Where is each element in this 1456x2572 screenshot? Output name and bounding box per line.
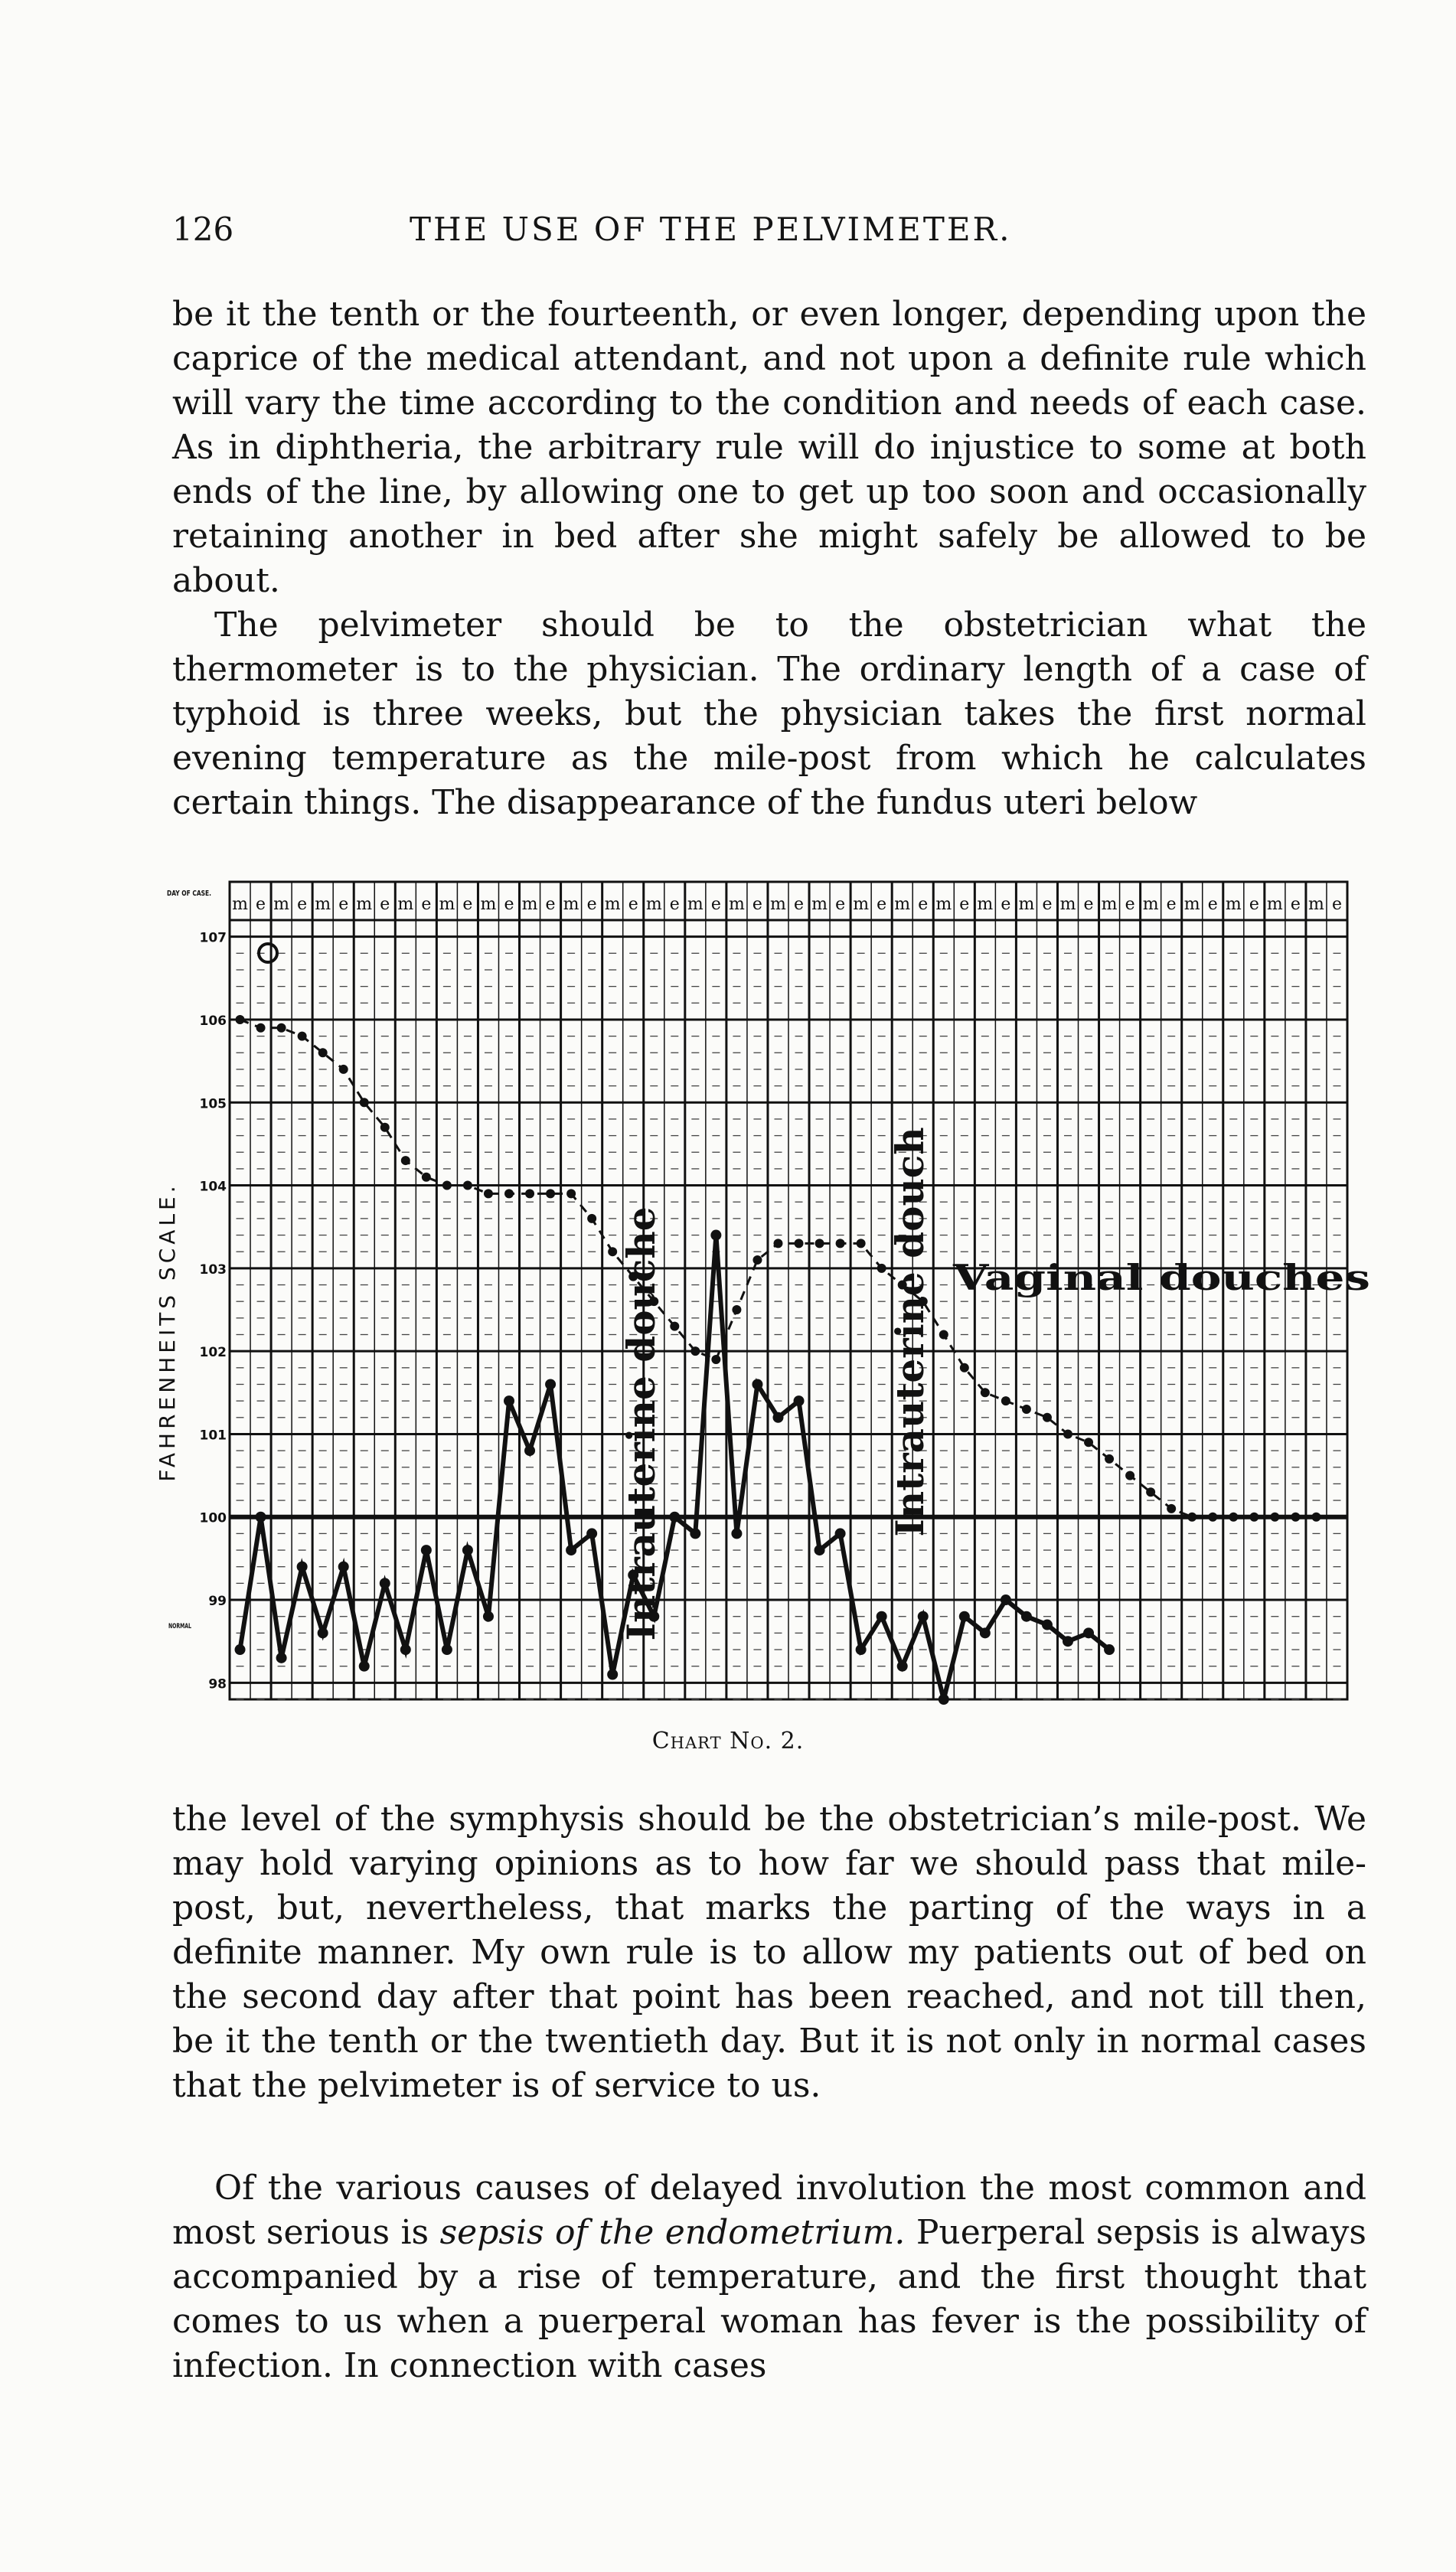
solid-series-point — [421, 1545, 432, 1555]
column-label: m — [273, 895, 290, 914]
dashed-series-point — [1167, 1504, 1176, 1513]
solid-series-point — [1083, 1627, 1094, 1638]
solid-series-point — [877, 1611, 887, 1622]
column-label: e — [297, 895, 308, 914]
y-tick-label: 106 — [199, 1013, 227, 1029]
solid-series-point — [690, 1528, 700, 1539]
solid-series-point — [256, 1512, 266, 1523]
column-label: m — [977, 895, 994, 914]
solid-series-point — [235, 1644, 246, 1655]
dashed-series-point — [587, 1214, 596, 1223]
dashed-series-point — [566, 1189, 576, 1198]
solid-series-point — [400, 1644, 411, 1655]
solid-series-point — [939, 1694, 949, 1705]
dashed-series-point — [857, 1239, 866, 1248]
solid-series-point — [1001, 1594, 1011, 1605]
column-label: m — [315, 895, 331, 914]
dashed-series-point — [463, 1181, 472, 1190]
paragraph-4-end: Puerperal sepsis is always accompanied by a rise of temperature, and the first thought that comes to us when a puerperal woman has fever is the possibility of infection. In connection with cases — [172, 2213, 1366, 2385]
dashed-series-point — [815, 1239, 824, 1248]
solid-series-point — [918, 1611, 929, 1622]
dashed-series-point — [773, 1239, 782, 1248]
dashed-series-point — [795, 1239, 804, 1248]
column-label: m — [728, 895, 745, 914]
column-label: m — [770, 895, 786, 914]
body-paragraph-3: the level of the symphysis should be the obstetrician’s mile-post. We may hold varying opinions as to how far we should pass that mile-post, but, nevertheless, that marks the parting of the ways in a definite manner. My own rule is to allow my patients out of bed on the second day after that point has been reached, and not till then, be it the tenth or the twentieth day. But it is not only in normal cases that the pelvimeter is of service to us. — [172, 1800, 1366, 2105]
solid-series-point — [380, 1578, 390, 1588]
dashed-series-point — [1125, 1471, 1134, 1480]
column-label: e — [959, 895, 970, 914]
column-label: m — [853, 895, 870, 914]
column-label: m — [1018, 895, 1035, 914]
column-label: m — [439, 895, 455, 914]
dashed-series-point — [546, 1189, 555, 1198]
solid-series-point — [731, 1528, 742, 1539]
dashed-series-point — [277, 1023, 286, 1033]
dashed-series-point — [1084, 1438, 1093, 1447]
body-paragraph-2: The pelvimeter should be to the obstetrician what the thermometer is to the physician. The ordinary length of a case of typhoid is three weeks, but the physician takes the first normal evening temperature as the mile-post from which he calculates certain things. The disappearance of the fundus uteri below — [172, 605, 1366, 822]
column-label: e — [835, 895, 846, 914]
column-label: m — [356, 895, 373, 914]
solid-series-point — [815, 1545, 825, 1555]
solid-series-point — [318, 1627, 328, 1638]
normal-label: NORMAL — [168, 1623, 192, 1630]
column-labels — [232, 895, 1342, 914]
column-label: m — [604, 895, 621, 914]
dashed-series-point — [318, 1048, 328, 1057]
column-label: e — [918, 895, 929, 914]
dashed-series-point — [1270, 1513, 1279, 1522]
solid-series-point — [1021, 1611, 1032, 1622]
solid-series-point — [835, 1528, 846, 1539]
y-tick-label: 104 — [199, 1179, 227, 1195]
dashed-series-point — [608, 1247, 617, 1256]
dashed-series-point — [1291, 1513, 1300, 1522]
column-label: m — [480, 895, 497, 914]
column-label: e — [421, 895, 432, 914]
column-label: e — [1290, 895, 1301, 914]
column-label: m — [1183, 895, 1200, 914]
solid-series-point — [772, 1412, 783, 1423]
column-label: e — [586, 895, 597, 914]
dashed-series-point — [939, 1330, 948, 1339]
solid-series-point — [359, 1661, 370, 1672]
column-label: m — [1059, 895, 1076, 914]
y-tick-label: 98 — [208, 1676, 227, 1692]
column-label: e — [1083, 895, 1094, 914]
solid-series-point — [297, 1562, 308, 1572]
y-tick-label: 101 — [199, 1428, 227, 1444]
column-label: e — [256, 895, 266, 914]
column-label: m — [1225, 895, 1242, 914]
chart-caption: Chart No. 2. — [651, 1728, 805, 1754]
dashed-series-point — [1146, 1487, 1155, 1497]
solid-series-point — [897, 1661, 908, 1672]
dashed-series-point — [752, 1255, 762, 1265]
solid-series-point — [338, 1562, 349, 1572]
column-label: e — [628, 895, 638, 914]
dashed-series-point — [236, 1015, 245, 1024]
dashed-series-point — [1105, 1454, 1114, 1464]
y-tick-label: 107 — [199, 930, 227, 946]
solid-series-point — [669, 1512, 680, 1523]
solid-series-point — [980, 1627, 991, 1638]
solid-series-point — [607, 1670, 618, 1680]
column-label: m — [935, 895, 952, 914]
column-label: e — [462, 895, 473, 914]
corner-label: DAY OF CASE. — [167, 889, 211, 898]
solid-series-point — [566, 1545, 576, 1555]
dashed-series-point — [732, 1305, 741, 1314]
column-label: e — [1331, 895, 1342, 914]
column-label: e — [710, 895, 721, 914]
dashed-series-point — [836, 1239, 845, 1248]
emphasis-sepsis: sepsis of the endometrium. — [439, 2213, 906, 2252]
dashed-series-point — [401, 1156, 410, 1165]
column-label: e — [1001, 895, 1011, 914]
dashed-series-point — [690, 1346, 700, 1356]
solid-series-point — [1042, 1620, 1053, 1630]
solid-series-point — [794, 1395, 805, 1406]
column-label: e — [504, 895, 514, 914]
temperature-chart — [153, 873, 1378, 1711]
solid-series-point — [524, 1445, 535, 1456]
y-tick-label: 105 — [199, 1096, 227, 1112]
dashed-series-point — [525, 1189, 534, 1198]
solid-series-point — [1104, 1644, 1115, 1655]
dashed-series-point — [1063, 1429, 1072, 1438]
column-label: e — [545, 895, 556, 914]
column-label: m — [563, 895, 579, 914]
dashed-series-point — [1249, 1513, 1258, 1522]
dashed-series-point — [1229, 1513, 1238, 1522]
column-label: e — [1249, 895, 1259, 914]
dashed-series-point — [298, 1032, 307, 1041]
column-label: e — [752, 895, 762, 914]
column-label: e — [1125, 895, 1135, 914]
y-tick-label: 102 — [199, 1345, 227, 1361]
running-head — [172, 207, 1366, 253]
column-label: m — [1101, 895, 1118, 914]
column-label: m — [811, 895, 828, 914]
column-label: m — [687, 895, 704, 914]
dashed-series-point — [504, 1189, 514, 1198]
paragraph-4-start: Of the various causes of delayed involution the most common and most serious is — [172, 2169, 1366, 2252]
dashed-series-point — [670, 1322, 679, 1331]
column-label: m — [894, 895, 911, 914]
column-label: m — [232, 895, 248, 914]
dashed-series-point — [1043, 1413, 1052, 1422]
dashed-series-point — [1208, 1513, 1217, 1522]
y-axis-label: FAHRENHEITS SCALE. — [155, 1182, 180, 1482]
column-label: e — [380, 895, 390, 914]
column-label: e — [794, 895, 805, 914]
dashed-series-point — [1001, 1396, 1010, 1405]
column-label: m — [645, 895, 662, 914]
column-label: m — [521, 895, 538, 914]
dashed-series-point — [256, 1023, 266, 1033]
solid-series-point — [1063, 1636, 1073, 1647]
annotation-vaginal-douches: Vaginal douches — [952, 1257, 1370, 1298]
running-title: THE USE OF THE PELVIMETER. — [410, 211, 1012, 248]
y-tick-label: 103 — [199, 1262, 227, 1278]
annotation-intrauterine-douche-1: Intrauterine douche — [619, 1206, 664, 1641]
dashed-series-point — [981, 1388, 990, 1397]
body-paragraph-1: be it the tenth or the fourteenth, or even longer, depending upon the caprice of the medical attendant, and not upon a definite rule which will vary the time according to the condition and needs of each case. As in diphtheria, the arbitrary rule will do injustice to some at both ends of the line, by allowing one to get up too soon and occasionally retaining another in bed after she might safely be allowed to be about. — [172, 295, 1366, 600]
column-label: e — [669, 895, 680, 914]
solid-series-point — [442, 1644, 452, 1655]
solid-series-point — [752, 1379, 762, 1389]
y-tick-label: 100 — [199, 1510, 227, 1526]
column-label: e — [338, 895, 349, 914]
dashed-series-point — [484, 1189, 493, 1198]
column-label: m — [1266, 895, 1283, 914]
page-number: 126 — [172, 211, 234, 248]
dashed-series-point — [339, 1065, 348, 1074]
solid-series-point — [504, 1395, 514, 1406]
column-label: m — [1308, 895, 1324, 914]
dashed-series-point — [960, 1363, 969, 1372]
solid-series-point — [959, 1611, 970, 1622]
solid-series-point — [276, 1653, 287, 1663]
solid-series-point — [545, 1379, 556, 1389]
y-tick-labels — [200, 931, 227, 1692]
body-paragraph-4 — [172, 2166, 1366, 2388]
dashed-series-point — [442, 1181, 452, 1190]
annotation-intrauterine-douche-2: Intrauterine douch — [887, 1127, 932, 1537]
dashed-series-point — [380, 1123, 390, 1132]
solid-series-point — [462, 1545, 473, 1555]
column-label: m — [397, 895, 414, 914]
column-label: m — [1142, 895, 1159, 914]
dashed-series-point — [711, 1355, 720, 1364]
dashed-series-point — [877, 1264, 886, 1273]
dashed-series-point — [1187, 1513, 1196, 1522]
dashed-series-point — [360, 1098, 369, 1107]
column-label: e — [877, 895, 887, 914]
dashed-series-point — [1311, 1513, 1321, 1522]
dashed-series-point — [422, 1173, 431, 1182]
solid-series-point — [856, 1644, 867, 1655]
dashed-series-point — [1022, 1405, 1031, 1414]
column-label: e — [1166, 895, 1177, 914]
solid-series-point — [586, 1528, 597, 1539]
y-tick-label: 99 — [208, 1594, 227, 1610]
column-label: e — [1207, 895, 1218, 914]
solid-series-point — [710, 1230, 721, 1241]
solid-series-point — [483, 1611, 494, 1622]
column-label: e — [1042, 895, 1053, 914]
